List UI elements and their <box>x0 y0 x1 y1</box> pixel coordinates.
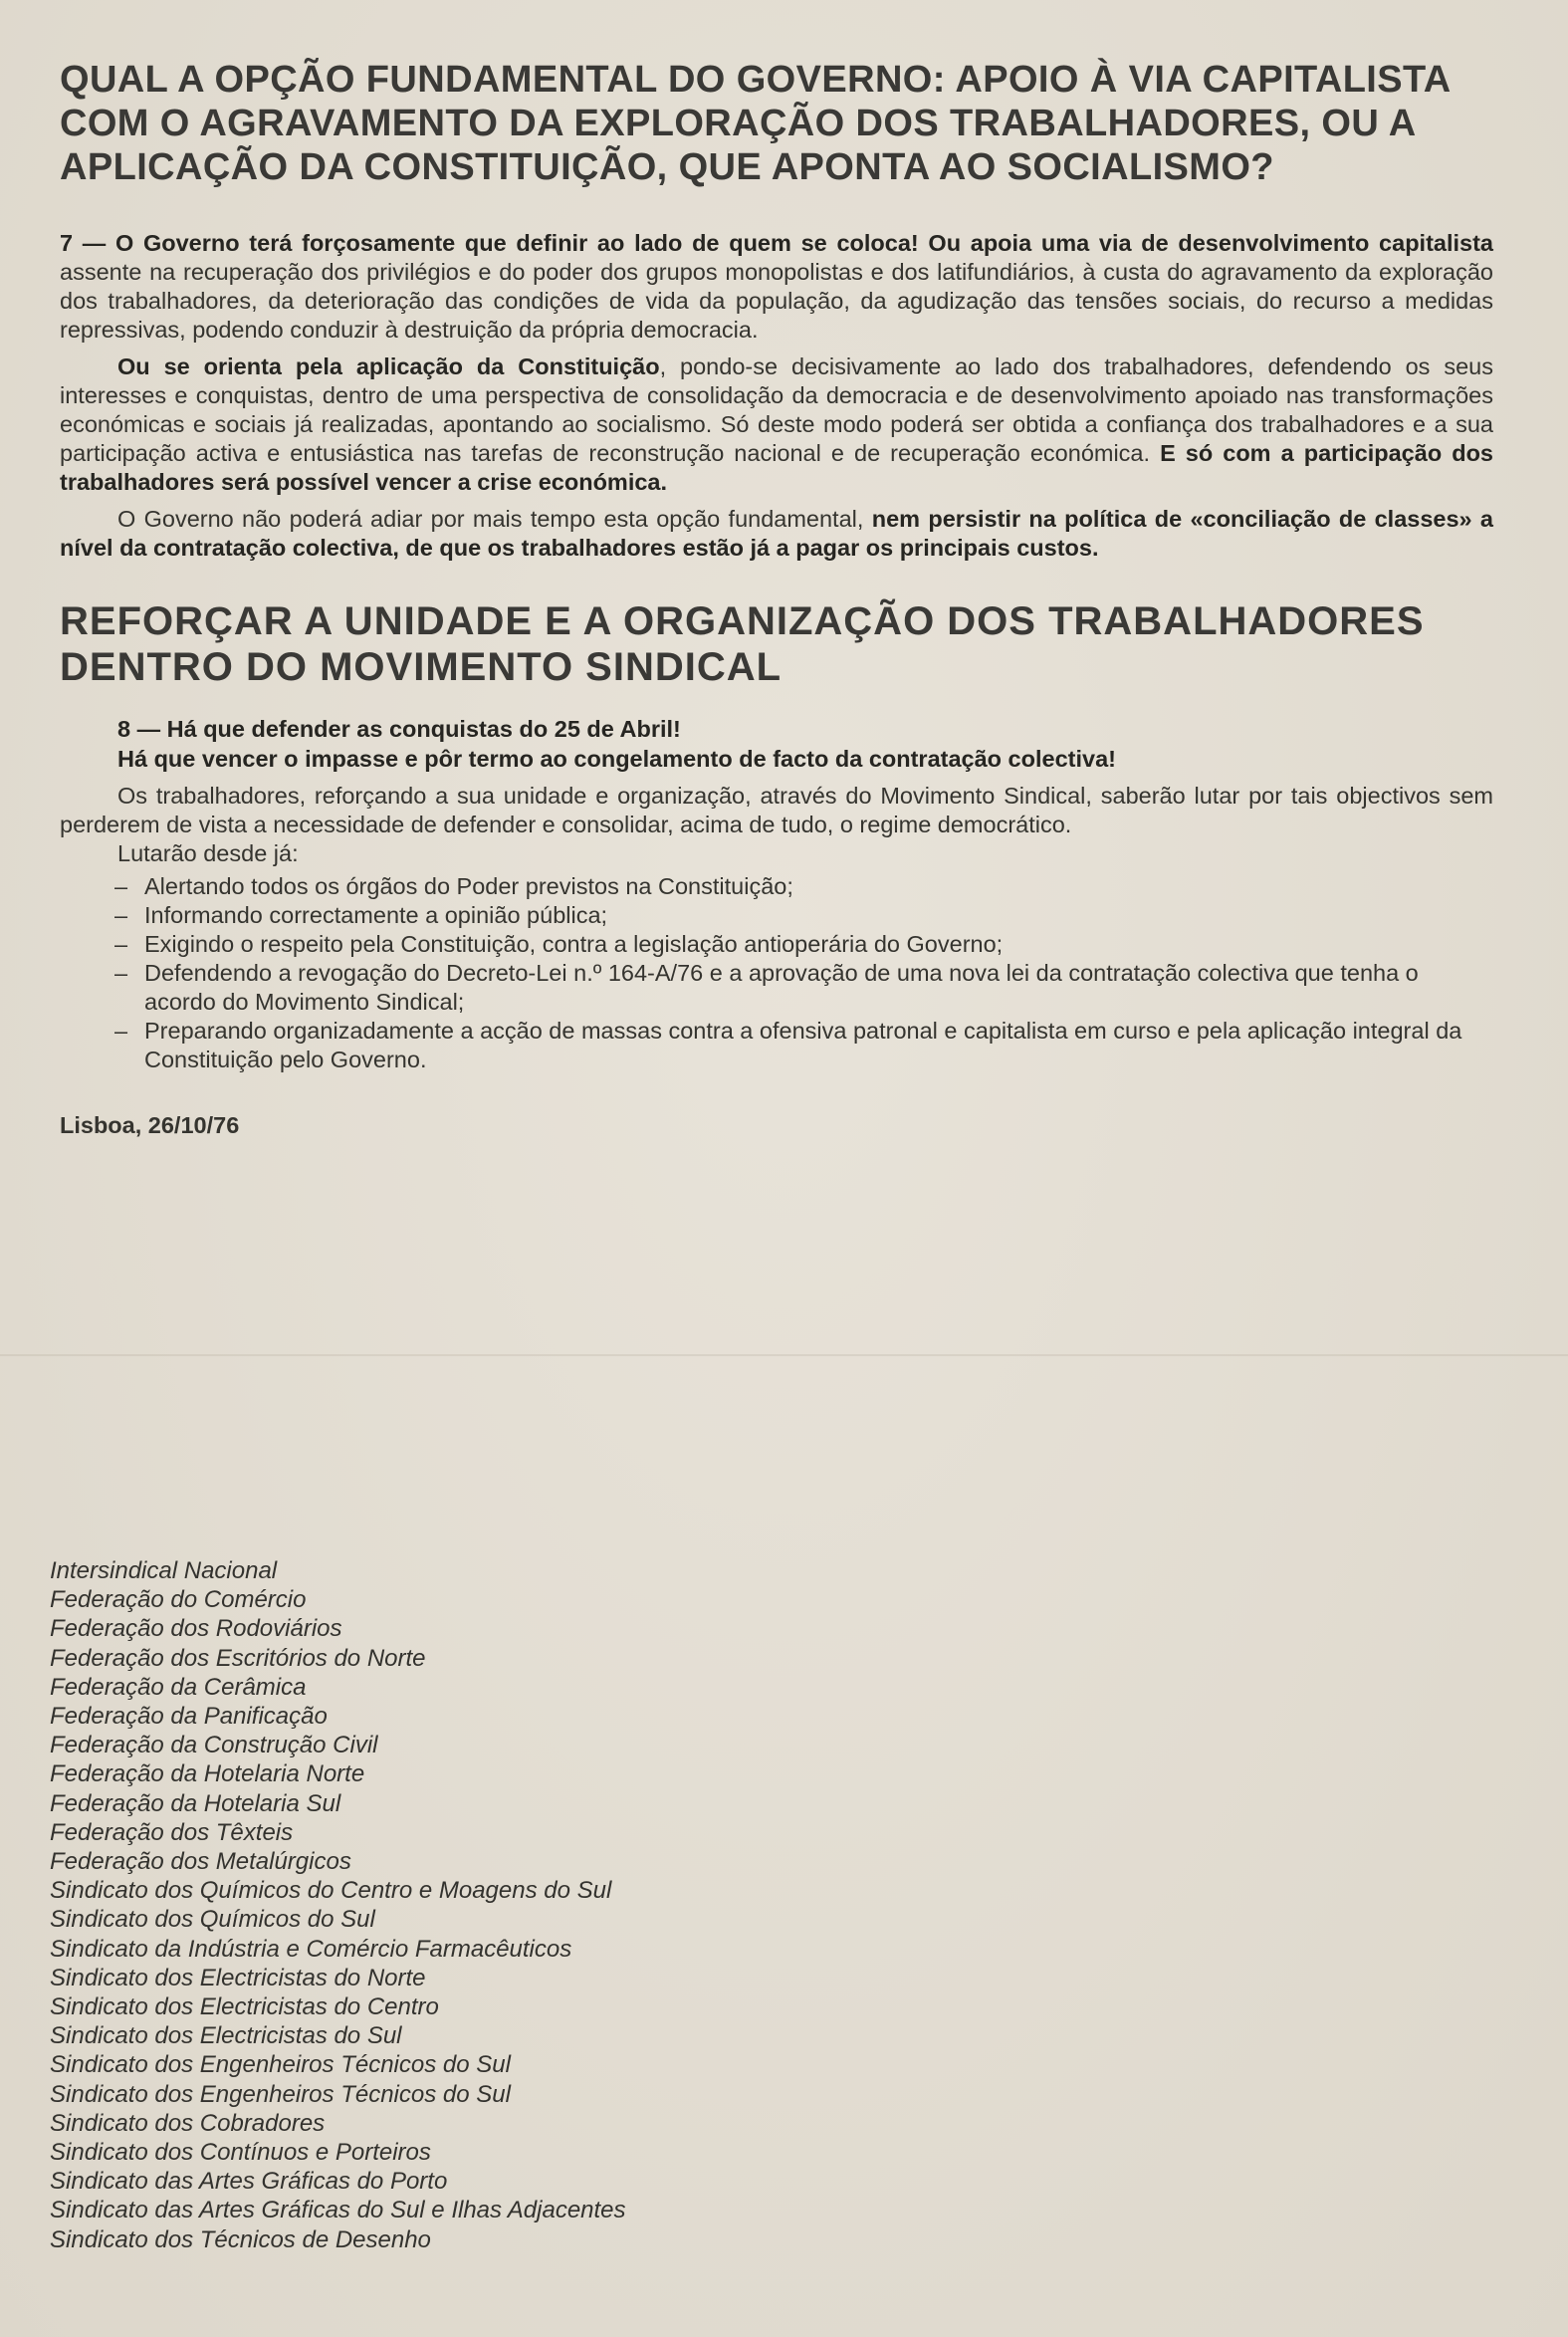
action-list <box>60 872 1493 1074</box>
signatory: Federação dos Escritórios do Norte <box>50 1644 426 1672</box>
paragraph-7-3-text: O Governo não poderá adiar por mais tempo esta opção fundamental, <box>117 506 872 532</box>
paragraph-7-1-bold: 7 — O Governo terá forçosamente que definir ao lado de quem se coloca! Ou apoia uma via de desenvolvimento capitalista <box>60 230 1493 256</box>
signatories-list <box>50 1556 626 2254</box>
list-item <box>60 901 1493 930</box>
list-item <box>60 959 1493 1017</box>
signatory: Sindicato dos Químicos do Sul <box>50 1906 375 1934</box>
list-item <box>60 872 1493 901</box>
signatory: Sindicato das Artes Gráficas do Porto <box>50 2168 448 2196</box>
dash-marker: – <box>114 873 128 899</box>
signatory: Sindicato dos Cobradores <box>50 2109 326 2137</box>
list-item-text: Alertando todos os órgãos do Poder previstos na Constituição; <box>144 873 793 899</box>
signatory: Federação dos Rodoviários <box>50 1615 342 1643</box>
signatory: Sindicato dos Electricistas do Sul <box>50 2022 402 2050</box>
paper-fold <box>0 1354 1568 1356</box>
dash-marker: – <box>114 902 128 928</box>
signatory: Federação dos Metalúrgicos <box>50 1848 351 1876</box>
dash-marker: – <box>114 960 128 986</box>
signatory: Federação da Construção Civil <box>50 1732 378 1759</box>
section-8-line-1: 8 — Há que defender as conquistas do 25 de Abril! <box>117 716 681 742</box>
signatory: Federação dos Têxteis <box>50 1818 294 1846</box>
section-8-title: REFORÇAR A UNIDADE E A ORGANIZAÇÃO DOS TRABALHADORES DENTRO DO MOVIMENTO SINDICAL <box>60 599 1425 689</box>
dash-marker: – <box>114 1018 128 1044</box>
paragraph-7-1-text: assente na recuperação dos privilégios e do poder dos grupos monopolistas e dos latifundiários, à custa do agravamento da exploração dos trabalhadores, da deterioração das condições de vida da população, da agudização das tensões sociais, do recurso a medidas repressivas, podendo conduzir à destruição da própria democracia. <box>60 259 1493 343</box>
paragraph-7-2-bold-end: E só com a participação dos trabalhadores será possível vencer a crise económica. <box>60 440 1493 495</box>
signatory: Sindicato dos Engenheiros Técnicos do Sul <box>50 2080 511 2108</box>
list-item-text: Preparando organizadamente a acção de massas contra a ofensiva patronal e capitalista em curso e pela aplicação integral da Constituição pelo Governo. <box>144 1018 1462 1072</box>
paragraph-7-3 <box>60 505 1493 563</box>
list-item-text: Defendendo a revogação do Decreto-Lei n.º 164-A/76 e a aprovação de uma nova lei da contratação colectiva que tenha o acordo do Movimento Sindical; <box>144 960 1419 1015</box>
signatory: Federação da Cerâmica <box>50 1673 307 1701</box>
signatory: Sindicato dos Contínuos e Porteiros <box>50 2139 431 2167</box>
paragraph-7-2 <box>60 352 1493 497</box>
list-item-text: Informando correctamente a opinião pública; <box>144 902 608 928</box>
signatory: Federação da Panificação <box>50 1703 328 1731</box>
headline: QUAL A OPÇÃO FUNDAMENTAL DO GOVERNO: APOIO À VIA CAPITALISTA COM O AGRAVAMENTO DA EXPLORAÇÃO DOS TRABALHADORES, OU A APLICAÇÃO DA CONSTITUIÇÃO, QUE APONTA AO SOCIALISMO? <box>60 59 1451 188</box>
section-8-intro: Os trabalhadores, reforçando a sua unidade e organização, através do Movimento Sindical, saberão lutar por tais objectivos sem perderem de vista a necessidade de defender e consolidar, acima de tudo, o regime democrático. <box>60 783 1493 837</box>
signatory: Sindicato dos Químicos do Centro e Moagens do Sul <box>50 1877 612 1905</box>
paragraph-7-3-bold: nem persistir na política de «conciliação de classes» a nível da contratação colectiva, de que os trabalhadores estão já a pagar os principais custos. <box>60 506 1493 561</box>
paragraph-7-2-text: , pondo-se decisivamente ao lado dos trabalhadores, defendendo os seus interesses e conquistas, dentro de uma perspectiva de consolidação da democracia e de desenvolvimento apoiado nas transformações económicas e sociais já realizadas, apontando ao socialismo. Só deste modo poderá ser obtida a confiança dos trabalhadores e a sua participação activa e entusiástica nas tarefas de reconstrução nacional e de recuperação económica. <box>60 353 1493 466</box>
paragraph-7-1 <box>60 229 1493 345</box>
list-item <box>60 930 1493 959</box>
section-8-line-2: Há que vencer o impasse e pôr termo ao congelamento de facto da contratação colectiva! <box>117 746 1116 772</box>
signatory: Federação da Hotelaria Sul <box>50 1789 341 1817</box>
signatory: Sindicato da Indústria e Comércio Farmacêuticos <box>50 1935 572 1963</box>
dash-marker: – <box>114 931 128 957</box>
section-8-lead: Lutarão desde já: <box>117 840 299 866</box>
signatory: Sindicato dos Electricistas do Norte <box>50 1964 426 1991</box>
signatory: Sindicato das Artes Gráficas do Sul e Ilhas Adjacentes <box>50 2197 626 2224</box>
signatory: Sindicato dos Engenheiros Técnicos do Sul <box>50 2051 511 2079</box>
list-item-text: Exigindo o respeito pela Constituição, contra a legislação antioperária do Governo; <box>144 931 1004 957</box>
paragraph-7-2-bold: Ou se orienta pela aplicação da Constituição <box>117 353 660 379</box>
document-date: Lisboa, 26/10/76 <box>60 1112 240 1138</box>
section-8 <box>60 598 1493 1074</box>
section-7 <box>60 229 1493 563</box>
signatory: Intersindical Nacional <box>50 1557 278 1584</box>
signatory: Sindicato dos Electricistas do Centro <box>50 1993 439 2021</box>
list-item <box>60 1017 1493 1074</box>
signatory: Federação da Hotelaria Norte <box>50 1760 365 1788</box>
signatory: Sindicato dos Técnicos de Desenho <box>50 2225 431 2253</box>
signatory: Federação do Comércio <box>50 1586 307 1614</box>
document-body <box>60 58 1493 1139</box>
